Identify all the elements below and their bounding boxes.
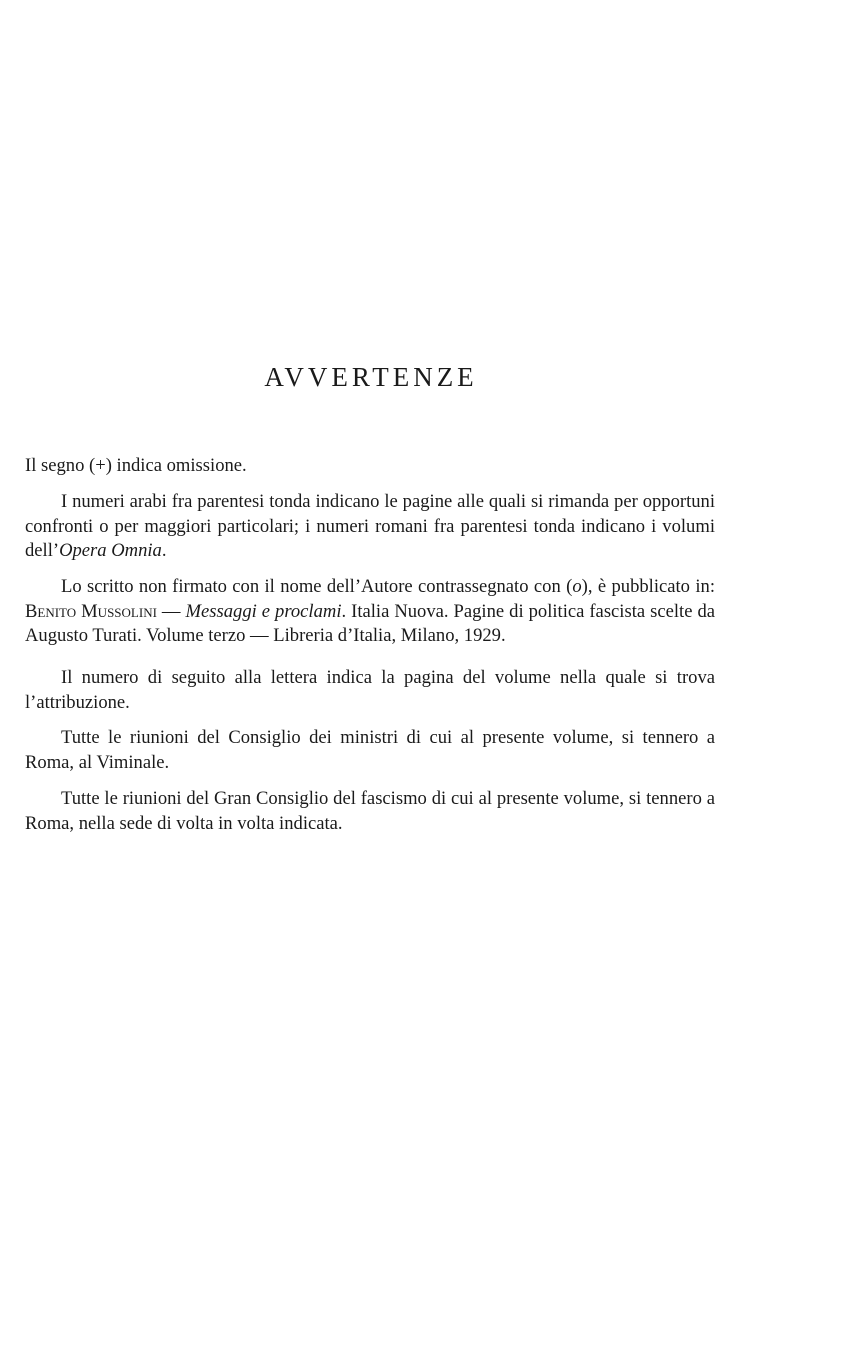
opera-omnia-title: Opera Omnia <box>59 540 162 561</box>
council-note <box>25 787 715 836</box>
ministers-text: Tutte le riunioni del Consiglio dei ministri di cui al presente volume, si tennero a Roma, al Viminale. <box>25 727 715 773</box>
omission-text: Il segno (+) indica omissione. <box>25 455 247 476</box>
unsigned-middle: ), è pubblicato in: <box>581 576 715 597</box>
unsigned-symbol: o <box>572 576 582 597</box>
numbers-note <box>25 490 715 564</box>
ministers-note <box>25 726 715 775</box>
pagenum-text: Il numero di seguito alla lettera indica la pagina del volume nella quale si trova l’attribuzione. <box>25 667 715 713</box>
numbers-end: . <box>161 540 167 561</box>
council-text: Tutte le riunioni del Gran Consiglio del fascismo di cui al presente volume, si tennero a Roma, nella sede di volta in volta indicata. <box>25 788 715 834</box>
work-title: Messaggi e proclami <box>185 600 342 622</box>
author-name: Benito Mussolini <box>25 600 157 622</box>
numbers-text: I numeri arabi fra parentesi tonda indicano le pagine alle quali si rimanda per opportuni confronti o per maggiori particolari; i numeri romani fra parentesi tonda indicano i volumi dell’ <box>25 491 715 561</box>
page-title: AVVERTENZE <box>264 362 478 392</box>
omission-note <box>25 454 715 479</box>
pagenum-note <box>25 666 715 715</box>
unsigned-start: Lo scritto non firmato con il nome dell’Autore contrassegnato con ( <box>61 576 573 597</box>
numbers-paragraph <box>25 490 715 564</box>
unsigned-note <box>25 575 715 649</box>
unsigned-rest: . Italia Nuova. Pagine di politica fascista scelte da Augusto Turati. Volume terzo — Libreria d’Italia, Milano, 1929. <box>25 600 715 646</box>
unsigned-paragraph <box>25 575 715 649</box>
unsigned-dash: — <box>156 600 186 622</box>
